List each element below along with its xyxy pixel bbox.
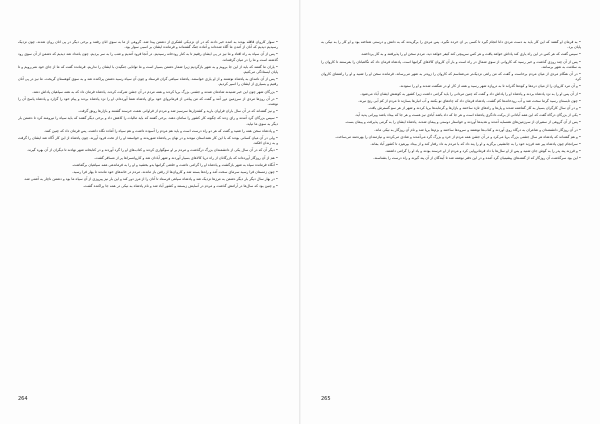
paragraph: • و آن مرد کاروان را از میان دره‌ها و کوه‌ها گذراند تا به دروازه شهر رسید و همه از کار او در شگفت شدند و او را ستودند. — [399, 84, 581, 89]
paragraph: • پس از آن گروهی از سفیران از سرزمین‌های همسایه آمدند و هدیه‌ها آوردند و خواستار دوستی و پیمان شدند. پادشاه ایشان را به گرمی پذیرفت و پیمان بست. — [344, 120, 581, 125]
paragraph: • و چنین بود که سال‌ها در آرامش گذشت و مردم در آسایش زیستند و کشور آباد شد و نام پادشاه به نیکی در همه جا پراکنده گشت. — [82, 184, 278, 189]
paragraph: • سرانجام چون پادشاه پیر شد فرزند خود را به جانشینی برگزید و او را پند داد که با مردم به داد رفتار کند و از بیداد بپرهیزد تا کشور آباد بماند. — [370, 142, 581, 147]
paragraph: • دیگر آن که در آن سال یکی از دانشمندان بزرگ درگذشت و مردم بر او سوگواری کردند و کتاب‌های او را گرد آوردند و در کتابخانه شهر نهادند تا دیگران از آن بهره گیرند. — [26, 148, 278, 153]
paragraph: • به فرمان او گفتند که این کار باید به دست مردی دانا انجام گیرد تا کسی بر آن خرده نگیرد. پس مردی را برگزیدند که به دانش و درستی شناخته بود و او کار را به نیکی به پایان برد. — [321, 40, 581, 50]
paragraph: • و هم گفته‌اند که پادشاه هر سال جشنی بزرگ برپا می‌کرد و در آن جشن همه مردم از خرد و بزرگ گرد می‌آمدند و شادی می‌کردند و نیازمندان را بهره‌مند می‌ساخت. — [335, 134, 581, 139]
left-page-text — [18, 40, 278, 388]
paragraph: • پس از آن نامه‌ای به پادشاه نوشتند و از او یاری خواستند. پادشاه سپاهی گران فرستاد و چون آن سپاه رسید دشمن پراکنده شد و به سوی کوهستان گریخت. ما نیز در پی آنان رفتیم و بسیاری از ایشان را اسیر کردیم. — [18, 77, 278, 87]
paragraph: • پس از آن سپاه به راه افتاد و ما نیز در پی ایشان رفتیم تا به کنار رودخانه رسیدیم. در آنجا فرود آمدیم و شب را به سر بردیم. چون بامداد شد دیدیم که دشمن از آن سوی رود گذشته است و ما را در میان گرفته‌اند. — [18, 52, 278, 62]
paragraph: • در بهار سال دیگر بار دیگر دشمن به مرزها نزدیک شد و پادشاه سپاهی فرستاد تا آنان را از مرز دور کند و این بار نیز پیروزی از آن سپاه ما بود و دشمن ناچار به آشتی شد. — [23, 177, 278, 182]
paragraph: • سپس گفت که هر کس در این راه یاری کند پاداش خواهد یافت و هر کس سرپیچی کند کیفر خواهد دید. مردم سخن او را پذیرفتند و به کار پرداختند. — [360, 52, 581, 57]
left-page-number: 264 — [18, 396, 28, 402]
paragraph: • در آن روزگار دانشمندان و شاعران به درگاه روی آوردند و کتاب‌ها نوشتند و سرودها ساختند و بزم‌ها برپا شد و نام آن روزگار به نیکی ماند. — [374, 127, 581, 132]
paragraph: • آنگاه فرمانده سپاه به شهر بازگشت و پادشاه او را گرامی داشت و خلعتی گرانبها بدو بخشید و او را به فرماندهی همه سپاهیان برگماشت. — [71, 162, 278, 167]
paragraph: • یاران ما گفتند که باید از این جا برویم و به شهر بازگردیم زیرا شمار دشمن بسیار است و ما توانایی جنگیدن با ایشان را نداریم. فرمانده گفت که ما از جای خود نمی‌رویم و تا پایان ایستادگی می‌کنیم. — [18, 64, 278, 75]
paragraph: • پس از آن چند روزی گذشت و خبر رسید که کاروانی از سوی شمال در راه است و بار آن کاروان کالاهای گرانبها است. پادشاه فرمان داد که نگاهبانان را بفرستند تا کاروان را به سلامت به شهر برسانند. — [321, 59, 581, 69]
paragraph: • هم از آن روزگار آورده‌اند که بازرگانان از راه دریا کالاهای بسیار آوردند و شهر آبادان شد و کاروانسراها پر از مسافر گشت. — [94, 155, 278, 160]
paragraph: • ولی در آن میان کسانی بودند که با این کار همداستان نبودند و در نهان بر پادشاه شوریدند و خواستند او را از تخت فرود آورند. چون پادشاه از این کار آگاه شد ایشان را گرفت و به زندان افکند. — [18, 136, 278, 146]
paragraph: • سوار کاروان قافله بودند به آمده خبر دادند که در آن نزدیکی لشکری از دشمن پیدا شد. گروهی از ما به سوی آنان رفتند و برخی دیگر در پی آنان روان شدند. چون نزدیک رسیدیم دیدیم که آنان از آمدن ما آگاه شده‌اند و آماده جنگ گشته‌اند و فرمانده ایشان بر اسبی سوار بود. — [18, 40, 278, 50]
paragraph: • و نیز گفته‌اند که در آن سال باران فراوان بارید و کشتزارها سرسبز شد و مردم از فراوانی نعمت خرسند گشتند و بازارها رونق گرفت. — [78, 109, 278, 114]
paragraph: • سپس بزرگان گرد آمدند و رای زدند که چگونه کار کشور را سامان دهند. برخی گفتند که باید مالیات را کاهش داد و برخی دیگر گفتند که باید سپاه را نیرومند کرد تا دشمن بار دیگر به سوی ما نیاید. — [18, 116, 278, 126]
paragraph: • و پادشاه سخن همه را شنید و گفت که هر دو راه درست است و باید هم مردم را آسوده داشت و هم سپاه را آماده نگاه داشت. پس فرمان داد که چنین کنند. — [43, 128, 278, 133]
paragraph: • بزرگان شهر چون این خبر شنیدند شادمان شدند و جشنی بزرگ برپا کردند و همه مردم در آن جشن شرکت کردند. پادشاه فرمان داد که به همه سپاهیان پاداش دهند. — [32, 89, 278, 94]
paragraph: • در آن هنگام مردی از میان مردم برخاست و گفت که من راهی نزدیک‌تر می‌شناسم که کاروان را زودتر به شهر می‌رساند. فرمانده سخن او را شنید و او را راهنمای کاروان کرد. — [321, 72, 581, 82]
paragraph: • چون زمستان فرا رسید سرمای سخت آمد و راه‌ها بسته شد و کاروان‌ها از رفتن باز ماندند. مردم در خانه‌های خود ماندند تا بهار فرا رسید. — [72, 170, 278, 175]
paragraph: • در آن روزها مردی از سرزمین دور آمد و گفت که من پیامی از فرمانروای خود برای پادشاه شما آورده‌ام. او را نزد پادشاه بردند و پیام خود را گزارد و پادشاه پاسخ آن را نوشت. — [18, 96, 278, 107]
paragraph: • یکی از بزرگان درگاه گفت که این همه آبادانی از برکت دادگری پادشاه است و هر جا که داد باشد آبادی نیز هست و هر جا که بیداد باشد ویرانی پدید آید. — [354, 113, 581, 118]
right-page-number: 265 — [321, 396, 331, 402]
paragraph: • از آن پس او را به نزد پادشاه بردند و پادشاه او را پاداش داد و گفت که چنین مردانی را باید گرامی داشت زیرا کشور به کوشش ایشان آباد می‌شود. — [360, 91, 581, 96]
paragraph: • این بود سرگذشت آن روزگار که از گفته‌های پیشینیان گرد آمده و در این دفتر نوشته شد تا آیندگان از آن پند گیرند و راه درست را بشناسند. — [373, 156, 581, 161]
paragraph: • چون تابستان رسید گرما سخت شد و آب رودخانه‌ها کم گشت. پادشاه فرمان داد که چاه‌های نو بکنند و آب انبارها بسازند تا مردم از کم آبی رنج نبرند. — [358, 98, 581, 103]
right-page-text — [321, 40, 581, 388]
right-page — [301, 0, 600, 424]
paragraph: • و فرزند پند پدر را به گوش جان شنید و پس از او سال‌ها با داد فرمانروایی کرد و مردم از او خرسند بودند و یاد او را گرامی داشتند. — [385, 149, 581, 154]
paragraph: • و در آن سال کارگران بسیار به کار گماشته شدند و پل‌ها و راه‌های تازه ساختند و بازارها و گرمابه‌ها برپا کردند و شهر از هر سو گسترش یافت. — [367, 106, 581, 111]
